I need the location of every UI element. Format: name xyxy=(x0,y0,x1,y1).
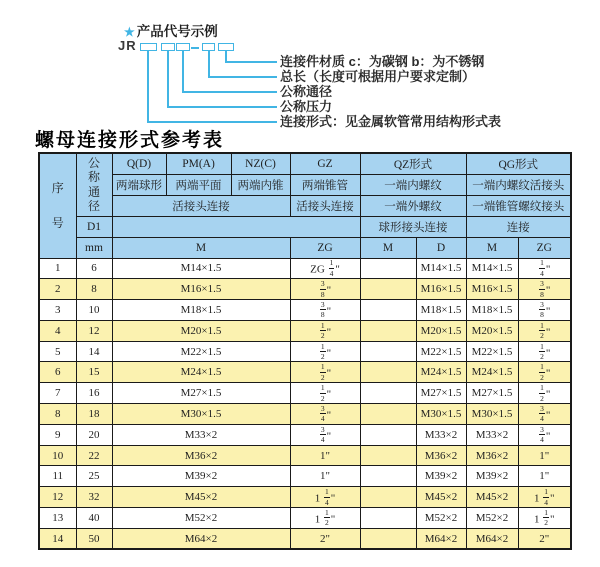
table-cell: 14 xyxy=(76,341,112,362)
table-cell: M16×1.5 xyxy=(466,279,518,300)
table-cell: M18×1.5 xyxy=(112,300,290,321)
table-cell: $\frac{1}{2}$ " xyxy=(518,383,571,404)
code-prefix: JR xyxy=(118,38,137,53)
table-cell: M16×1.5 xyxy=(112,279,290,300)
code-box-2 xyxy=(161,43,175,51)
table-cell: 1 $\frac{1}{4}$ " xyxy=(518,487,571,508)
table-cell: M30×1.5 xyxy=(112,404,290,425)
table-cell: 2" xyxy=(290,528,360,549)
table-cell xyxy=(360,424,416,445)
code-label-connection: 连接形式：见金属软管常用结构形式表 xyxy=(280,114,502,129)
connector-line xyxy=(225,61,277,63)
connector-line xyxy=(147,121,277,123)
table-cell: M18×1.5 xyxy=(466,300,518,321)
table-cell: 12 xyxy=(76,320,112,341)
table-cell: 50 xyxy=(76,528,112,549)
table-cell: M14×1.5 xyxy=(112,258,290,279)
row-number-cell: 13 xyxy=(39,508,76,529)
table-cell: M30×1.5 xyxy=(416,404,466,425)
header-row-1 xyxy=(39,153,571,174)
table-cell: 1" xyxy=(290,445,360,466)
connector-line xyxy=(182,51,184,92)
conn2-qz: 球形接头连接 xyxy=(360,216,466,237)
star-icon: ★ xyxy=(124,25,135,39)
table-row xyxy=(39,383,571,404)
code-label-length: 总长（长度可根据用户要求定制） xyxy=(280,69,476,84)
diagram-heading-text: 产品代号示例 xyxy=(136,24,218,39)
unit-qg-m: M xyxy=(466,237,518,258)
table-cell: $\frac{1}{2}$ " xyxy=(290,320,360,341)
table-cell: $\frac{1}{2}$ " xyxy=(290,341,360,362)
table-cell: 1 $\frac{1}{4}$ " xyxy=(290,487,360,508)
row-number-cell: 7 xyxy=(39,383,76,404)
table-cell: M20×1.5 xyxy=(466,320,518,341)
code-label-pressure: 公称压力 xyxy=(280,99,333,114)
table-cell xyxy=(360,341,416,362)
table-cell: M45×2 xyxy=(416,487,466,508)
connector-line xyxy=(147,51,149,122)
table-cell: M27×1.5 xyxy=(112,383,290,404)
code-box-3 xyxy=(176,43,190,51)
table-cell: 1 $\frac{1}{2}$ " xyxy=(290,508,360,529)
table-cell: M52×2 xyxy=(112,508,290,529)
table-cell: 10 xyxy=(76,300,112,321)
table-row xyxy=(39,445,571,466)
connector-line xyxy=(167,106,277,108)
table-cell: M27×1.5 xyxy=(416,383,466,404)
connector-line xyxy=(208,51,210,77)
col-header-gz: GZ xyxy=(290,153,360,174)
row-number-cell: 8 xyxy=(39,404,76,425)
table-cell: M52×2 xyxy=(416,508,466,529)
table-cell: M20×1.5 xyxy=(112,320,290,341)
table-row xyxy=(39,362,571,383)
table-cell xyxy=(360,508,416,529)
table-cell: $\frac{3}{8}$ " xyxy=(518,300,571,321)
unit-zg: ZG xyxy=(290,237,360,258)
table-cell: M36×2 xyxy=(466,445,518,466)
table-cell: M24×1.5 xyxy=(416,362,466,383)
table-cell: $\frac{1}{2}$ " xyxy=(290,383,360,404)
table-cell: M22×1.5 xyxy=(466,341,518,362)
table-cell: M20×1.5 xyxy=(416,320,466,341)
table-cell: $\frac{1}{2}$ " xyxy=(290,362,360,383)
table-cell: M33×2 xyxy=(416,424,466,445)
table-cell: 2" xyxy=(518,528,571,549)
table-cell: $\frac{1}{4}$ " xyxy=(518,258,571,279)
table-cell: 1" xyxy=(518,466,571,487)
table-row xyxy=(39,508,571,529)
table-cell: $\frac{1}{2}$ " xyxy=(518,341,571,362)
desc-qz: 一端内螺纹 xyxy=(360,174,466,195)
table-cell: M30×1.5 xyxy=(466,404,518,425)
connector-line xyxy=(182,91,277,93)
col-header-pm: PM(A) xyxy=(166,153,231,174)
table-row xyxy=(39,466,571,487)
table-cell: M33×2 xyxy=(466,424,518,445)
table-row xyxy=(39,404,571,425)
nut-connection-table xyxy=(38,152,572,550)
empty-cell xyxy=(112,216,360,237)
table-cell: $\frac{3}{8}$ " xyxy=(290,300,360,321)
col-header-seq: 序号 xyxy=(39,153,76,258)
row-number-cell: 11 xyxy=(39,466,76,487)
table-cell: M14×1.5 xyxy=(416,258,466,279)
unit-qg-zg: ZG xyxy=(518,237,571,258)
table-cell: M18×1.5 xyxy=(416,300,466,321)
table-cell: 40 xyxy=(76,508,112,529)
table-cell: 22 xyxy=(76,445,112,466)
row-number-cell: 9 xyxy=(39,424,76,445)
table-cell: $\frac{3}{4}$ " xyxy=(290,404,360,425)
row-number-cell: 3 xyxy=(39,300,76,321)
table-cell xyxy=(360,466,416,487)
table-cell: 20 xyxy=(76,424,112,445)
table-cell: 18 xyxy=(76,404,112,425)
table-cell xyxy=(360,383,416,404)
conn-gz: 活接头连接 xyxy=(290,195,360,216)
table-row xyxy=(39,258,571,279)
desc-pm: 两端平面 xyxy=(166,174,231,195)
table-cell: $\frac{1}{2}$ " xyxy=(518,320,571,341)
conn-left: 活接头连接 xyxy=(112,195,290,216)
conn-qg: 一端锥管螺纹接头 xyxy=(466,195,571,216)
col-header-q: Q(D) xyxy=(112,153,166,174)
connector-line xyxy=(208,76,277,78)
table-cell: 15 xyxy=(76,362,112,383)
row-number-cell: 4 xyxy=(39,320,76,341)
table-cell xyxy=(360,362,416,383)
table-cell: M64×2 xyxy=(416,528,466,549)
unit-qz-m: M xyxy=(360,237,416,258)
table-row xyxy=(39,528,571,549)
connector-line xyxy=(167,51,169,107)
table-cell: ZG $\frac{1}{4}$ " xyxy=(290,258,360,279)
row-number-cell: 12 xyxy=(39,487,76,508)
table-cell: $\frac{3}{8}$ " xyxy=(518,279,571,300)
table-cell: M39×2 xyxy=(416,466,466,487)
table-cell: 16 xyxy=(76,383,112,404)
table-cell xyxy=(360,528,416,549)
table-cell: M24×1.5 xyxy=(466,362,518,383)
unit-qz-d: D xyxy=(416,237,466,258)
header-row-2 xyxy=(39,174,571,195)
table-cell: M16×1.5 xyxy=(416,279,466,300)
table-cell: M14×1.5 xyxy=(466,258,518,279)
table-cell: $\frac{3}{4}$ " xyxy=(290,424,360,445)
code-label-diameter: 公称通径 xyxy=(280,84,333,99)
table-row xyxy=(39,279,571,300)
row-number-cell: 14 xyxy=(39,528,76,549)
unit-m: M xyxy=(112,237,290,258)
col-header-qz: QZ形式 xyxy=(360,153,466,174)
table-cell: M39×2 xyxy=(112,466,290,487)
page-title: 螺母连接形式参考表 xyxy=(35,129,225,151)
col-header-nz: NZ(C) xyxy=(231,153,290,174)
header-row-3 xyxy=(39,195,571,216)
table-cell: 1 $\frac{1}{2}$ " xyxy=(518,508,571,529)
row-number-cell: 5 xyxy=(39,341,76,362)
table-cell xyxy=(360,279,416,300)
header-row-4 xyxy=(39,216,571,237)
table-cell xyxy=(360,487,416,508)
table-row xyxy=(39,300,571,321)
table-cell: $\frac{3}{4}$ " xyxy=(518,424,571,445)
row-number-cell: 10 xyxy=(39,445,76,466)
table-cell: M45×2 xyxy=(112,487,290,508)
table-row xyxy=(39,424,571,445)
diagram-heading xyxy=(124,20,218,40)
table-header xyxy=(39,153,571,258)
mm-label: mm xyxy=(76,237,112,258)
table-cell: M22×1.5 xyxy=(416,341,466,362)
conn-qz: 一端外螺纹 xyxy=(360,195,466,216)
table-cell: 1" xyxy=(290,466,360,487)
table-cell: 6 xyxy=(76,258,112,279)
table-cell: M33×2 xyxy=(112,424,290,445)
col-header-qg: QG形式 xyxy=(466,153,571,174)
table-cell: 8 xyxy=(76,279,112,300)
table-cell: M27×1.5 xyxy=(466,383,518,404)
table-cell: M45×2 xyxy=(466,487,518,508)
conn2-qg: 连接 xyxy=(466,216,571,237)
table-cell xyxy=(360,320,416,341)
desc-qg: 一端内螺纹活接头 xyxy=(466,174,571,195)
d1-label: D1 xyxy=(76,216,112,237)
code-box-5 xyxy=(218,43,234,51)
row-number-cell: 6 xyxy=(39,362,76,383)
table-cell: M52×2 xyxy=(466,508,518,529)
table-cell: M36×2 xyxy=(112,445,290,466)
desc-gz: 两端锥管 xyxy=(290,174,360,195)
table-cell: M36×2 xyxy=(416,445,466,466)
code-box-4 xyxy=(202,43,215,51)
header-row-5 xyxy=(39,237,571,258)
table-row xyxy=(39,487,571,508)
table-cell: M22×1.5 xyxy=(112,341,290,362)
table-cell: M39×2 xyxy=(466,466,518,487)
row-number-cell: 2 xyxy=(39,279,76,300)
table-cell xyxy=(360,445,416,466)
col-header-diameter: 公称通径 xyxy=(76,153,112,216)
code-box-1 xyxy=(140,43,157,51)
table-cell: $\frac{3}{4}$ " xyxy=(518,404,571,425)
table-cell: 1" xyxy=(518,445,571,466)
table-cell xyxy=(360,404,416,425)
table-cell xyxy=(360,258,416,279)
row-number-cell: 1 xyxy=(39,258,76,279)
code-label-material: 连接件材质 c：为碳钢 b：为不锈钢 xyxy=(280,54,485,69)
table-cell: 25 xyxy=(76,466,112,487)
table-cell: $\frac{3}{8}$ " xyxy=(290,279,360,300)
table-row xyxy=(39,320,571,341)
desc-nz: 两端内锥 xyxy=(231,174,290,195)
table-cell: $\frac{1}{2}$ " xyxy=(518,362,571,383)
table-row xyxy=(39,341,571,362)
table-cell: M64×2 xyxy=(466,528,518,549)
table-cell xyxy=(360,300,416,321)
table-cell: M64×2 xyxy=(112,528,290,549)
table-body xyxy=(39,258,571,549)
table-cell: M24×1.5 xyxy=(112,362,290,383)
code-dash xyxy=(191,47,199,49)
table-cell: 32 xyxy=(76,487,112,508)
desc-q: 两端球形 xyxy=(112,174,166,195)
